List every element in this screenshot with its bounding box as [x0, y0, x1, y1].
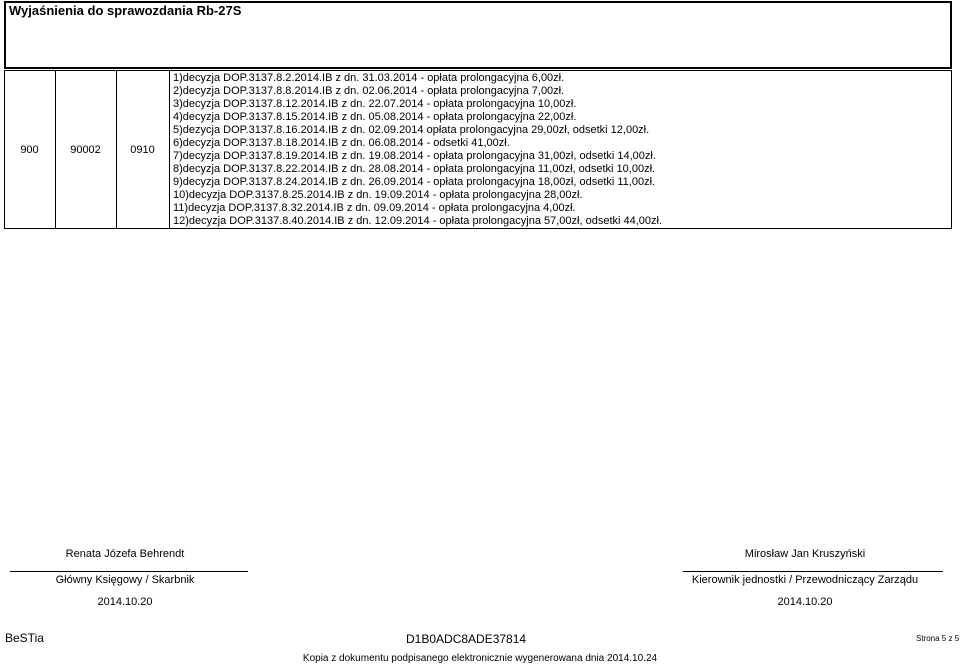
explanation-line: 4)decyzja DOP.3137.8.15.2014.IB z dn. 05.08.2014 - opłata prolongacyjna 22,00zł. [173, 111, 577, 123]
signature-left-line [10, 571, 248, 572]
signature-right-date: 2014.10.20 [777, 596, 833, 608]
signature-left-name: Renata Józefa Behrendt [65, 548, 185, 560]
rozdzial-cell: 90002 [70, 143, 101, 156]
signature-left-date: 2014.10.20 [97, 596, 153, 608]
signature-right-name: Mirosław Jan Kruszyński [744, 548, 866, 560]
explanation-lines [173, 72, 943, 228]
signature-left-role: Główny Księgowy / Skarbnik [55, 574, 195, 586]
signature-right-role: Kierownik jednostki / Przewodniczący Zarządu [691, 574, 919, 586]
explanation-line: 7)decyzja DOP.3137.8.19.2014.IB z dn. 19.08.2014 - opłata prolongacyjna 31,00zł, odsetki 14,00zł. [173, 150, 656, 162]
explanation-line: 5)dezycja DOP.3137.8.16.2014.IB z dn. 02.09.2014 opłata prolongacyjna 29,00zł, odsetki 12,00zł. [173, 124, 650, 136]
explanation-line: 2)decyzja DOP.3137.8.8.2014.IB z dn. 02.06.2014 - opłata prolongacyjna 7,00zł. [173, 85, 565, 97]
explanation-line: 11)decyzja DOP.3137.8.32.2014.IB z dn. 09.09.2014 - opłata prolongacyjna 4,00zł. [173, 202, 576, 214]
report-title: Wyjaśnienia do sprawozdania Rb-27S [9, 3, 242, 18]
footer-document-code: D1B0ADC8ADE37814 [406, 632, 527, 646]
explanation-line: 8)decyzja DOP.3137.8.22.2014.IB z dn. 28.08.2014 - opłata prolongacyjna 11,00zł, odsetki 10,00zł. [173, 163, 656, 175]
explanation-line: 1)decyzja DOP.3137.8.2.2014.IB z dn. 31.03.2014 - opłata prolongacyjna 6,00zł. [173, 72, 565, 84]
column-divider [169, 70, 170, 229]
dzial-cell: 900 [20, 143, 39, 156]
explanation-line: 3)decyzja DOP.3137.8.12.2014.IB z dn. 22.07.2014 - opłata prolongacyjna 10,00zł. [173, 98, 577, 110]
footer-copy-note: Kopia z dokumentu podpisanego elektronicznie wygenerowana dnia 2014.10.24 [302, 653, 658, 664]
paragraf-cell: 0910 [130, 143, 155, 156]
signature-right-line [683, 571, 943, 572]
explanation-line: 10)decyzja DOP.3137.8.25.2014.IB z dn. 19.09.2014 - opłata prolongacyjna 28,00zł. [173, 189, 583, 201]
footer-app-name: BeSTia [5, 631, 44, 645]
explanation-line: 9)decyzja DOP.3137.8.24.2014.IB z dn. 26.09.2014 - opłata prolongacyjna 18,00zł, odsetki 11,00zł. [173, 176, 656, 188]
explanation-line: 6)decyzja DOP.3137.8.18.2014.IB z dn. 06.08.2014 - odsetki 41,00zł. [173, 137, 510, 149]
explanation-line: 12)decyzja DOP.3137.8.40.2014.IB z dn. 12.09.2014 - opłata prolongacyjna 57,00zł, odsetki 44,00zł. [173, 215, 663, 227]
footer-page-number: Strona 5 z 5 [916, 634, 960, 643]
